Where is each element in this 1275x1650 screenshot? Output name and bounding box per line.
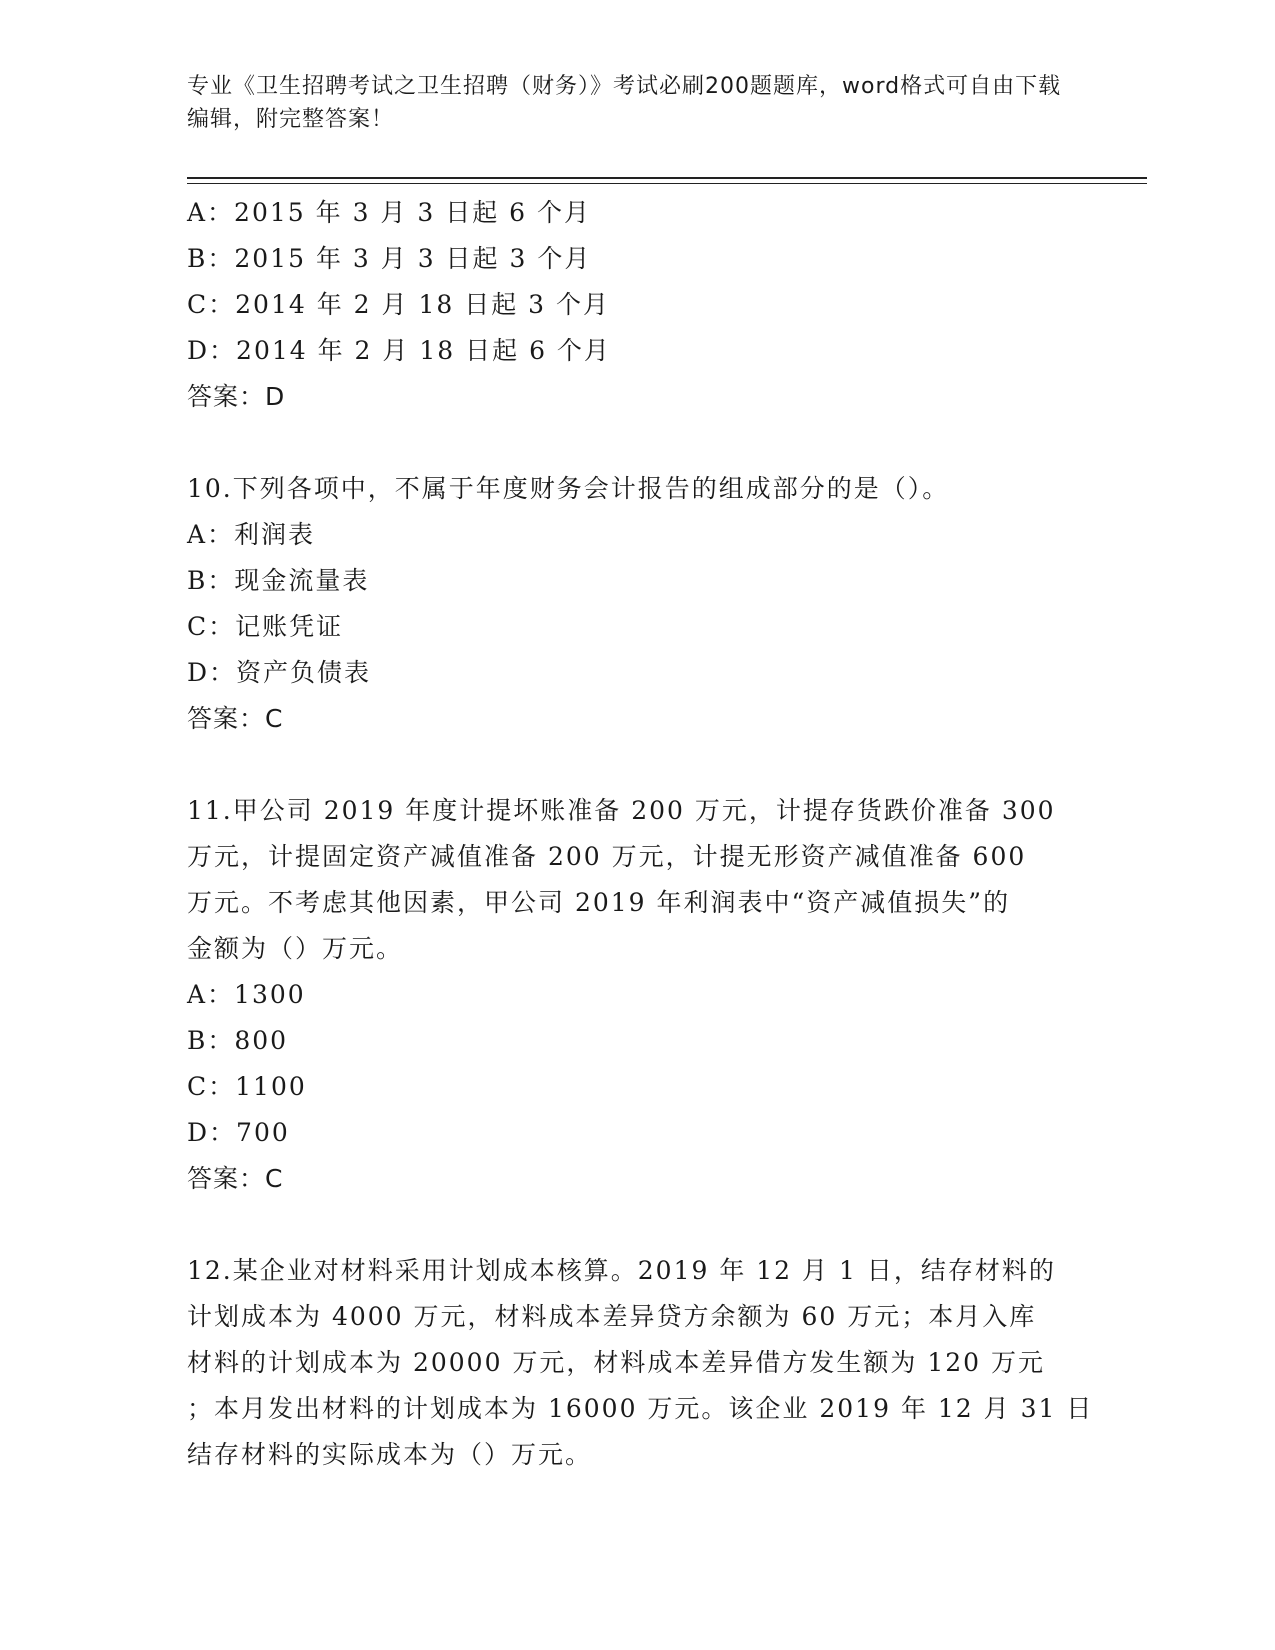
option-b: B：现金流量表 [187,566,370,595]
header-rule-thick [187,177,1147,179]
option-c: C：记账凭证 [187,612,344,641]
question-text-line: 材料的计划成本为 20000 万元，材料成本差异借方发生额为 120 万元 [187,1348,1046,1377]
question-text-line: ；本月发出材料的计划成本为 16000 万元。该企业 2019 年 12 月 31 日 [187,1394,1094,1423]
option-c: C：2014 年 2 月 18 日起 3 个月 [187,290,611,319]
question-11 [187,788,1067,1202]
question-text-line: 万元，计提固定资产减值准备 200 万元，计提无形资产减值准备 600 [187,842,1027,871]
option-a: A：1300 [187,980,306,1009]
option-a: A：2015 年 3 月 3 日起 6 个月 [187,198,592,227]
question-text-line: 12.某企业对材料采用计划成本核算。2019 年 12 月 1 日，结存材料的 [187,1256,1056,1285]
answer: 答案：C [187,704,284,733]
question-text-line: 万元。不考虑其他因素，甲公司 2019 年利润表中“资产减值损失”的 [187,888,1011,917]
option-d: D：700 [187,1118,290,1147]
question-text-line: 金额为（）万元。 [187,934,404,963]
document-header: 专业《卫生招聘考试之卫生招聘（财务）》考试必刷200题题库，word格式可自由下载编辑，附完整答案！ [187,74,1062,132]
option-c: C：1100 [187,1072,307,1101]
question-text-line: 结存材料的实际成本为（）万元。 [187,1440,593,1469]
header-rule-thin [187,183,1147,184]
question-text-line: 计划成本为 4000 万元，材料成本差异贷方余额为 60 万元；本月入库 [187,1302,1037,1331]
question-text-line: 11.甲公司 2019 年度计提坏账准备 200 万元，计提存货跌价准备 300 [187,796,1056,825]
question-10 [187,466,1067,742]
option-d: D：资产负债表 [187,658,372,687]
answer: 答案：D [187,382,286,411]
answer: 答案：C [187,1164,284,1193]
option-b: B：800 [187,1026,289,1055]
option-d: D：2014 年 2 月 18 日起 6 个月 [187,336,611,365]
option-b: B：2015 年 3 月 3 日起 3 个月 [187,244,592,273]
question-12 [187,1248,1094,1478]
option-a: A：利润表 [187,520,316,549]
question-text: 10.下列各项中，不属于年度财务会计报告的组成部分的是（）。 [187,474,950,503]
question-content [187,190,1094,1478]
question-9 [187,190,1067,420]
